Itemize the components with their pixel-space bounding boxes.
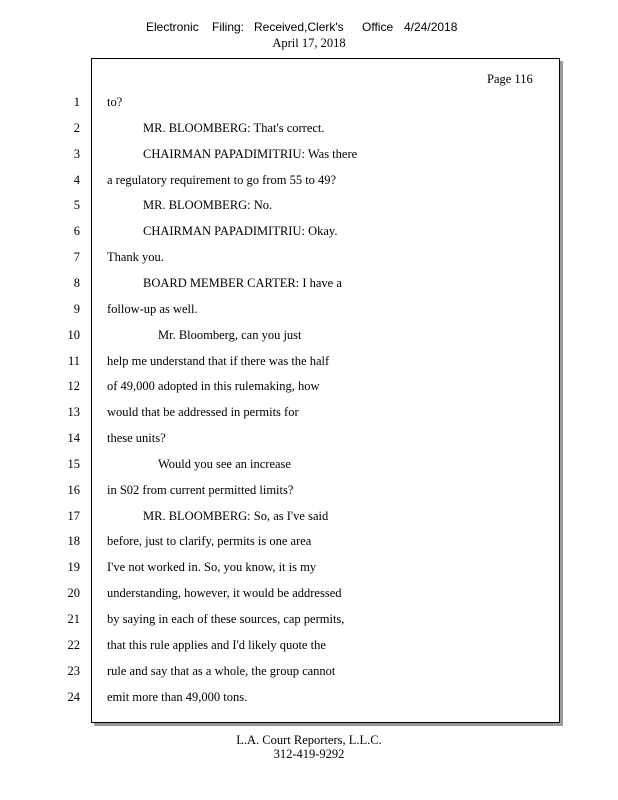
- transcript-line: help me understand that if there was the half: [107, 353, 330, 368]
- line-number: 1: [73, 95, 80, 109]
- hearing-date: April 17, 2018: [272, 36, 346, 50]
- transcript-line: CHAIRMAN PAPADIMITRIU: Okay.: [143, 224, 338, 239]
- line-number: 3: [73, 146, 80, 161]
- transcript-line: understanding, however, it would be addressed: [107, 586, 342, 601]
- transcript-line: MR. BLOOMBERG: No.: [143, 198, 273, 213]
- line-number: 17: [67, 508, 80, 523]
- transcript-line: MR. BLOOMBERG: So, as I've said: [143, 508, 329, 523]
- transcript-line: Would you see an increase: [158, 456, 291, 471]
- transcript-line: CHAIRMAN PAPADIMITRIU: Was there: [143, 146, 358, 161]
- line-number: 8: [73, 275, 80, 290]
- transcript-line: would that be addressed in permits for: [107, 405, 299, 420]
- line-number: 9: [73, 301, 80, 316]
- transcript-line: in S02 from current permitted limits?: [107, 482, 294, 497]
- court-reporter-phone: 312-419-9292: [273, 747, 345, 761]
- line-number: 13: [67, 405, 80, 420]
- filing-stamp-electronic: Electronic: [146, 20, 199, 34]
- transcript-line: Mr. Bloomberg, can you just: [158, 327, 302, 342]
- filing-stamp: [0, 20, 618, 36]
- transcript-line: Thank you.: [107, 250, 164, 265]
- transcript-line: to?: [107, 95, 123, 109]
- line-number: 24: [67, 689, 80, 704]
- transcript-line: MR. BLOOMBERG: That's correct.: [143, 120, 325, 135]
- transcript-line: BOARD MEMBER CARTER: I have a: [143, 275, 342, 290]
- transcript-line: of 49,000 adopted in this rulemaking, how: [107, 379, 320, 394]
- filing-stamp-date: 4/24/2018: [404, 20, 458, 34]
- line-number: 22: [67, 637, 80, 652]
- court-reporter-name: L.A. Court Reporters, L.L.C.: [236, 733, 382, 747]
- line-number: 15: [67, 456, 80, 471]
- transcript-line: I've not worked in. So, you know, it is my: [107, 560, 317, 575]
- filing-stamp-filing: Filing:: [212, 20, 245, 34]
- transcript-line: that this rule applies and I'd likely quote the: [107, 637, 326, 652]
- line-number: 4: [73, 172, 80, 187]
- line-number: 12: [67, 379, 80, 394]
- line-number: 23: [67, 663, 80, 678]
- line-number: 7: [73, 250, 80, 265]
- transcript-line: a regulatory requirement to go from 55 to 49?: [107, 172, 337, 187]
- line-number: 10: [67, 327, 80, 342]
- line-number: 16: [67, 482, 80, 497]
- filing-stamp-received: Received,Clerk's: [254, 20, 344, 34]
- transcript-line: these units?: [107, 431, 166, 446]
- transcript-line: rule and say that as a whole, the group cannot: [107, 663, 336, 678]
- line-number: 6: [73, 224, 80, 239]
- line-number: 2: [73, 120, 80, 135]
- line-number: 21: [67, 612, 80, 626]
- transcript-line: follow-up as well.: [107, 301, 198, 316]
- line-number: 19: [67, 560, 80, 575]
- line-number: 14: [67, 431, 80, 446]
- line-number: 20: [67, 586, 80, 601]
- filing-stamp-office: Office: [362, 20, 394, 34]
- line-number: 5: [73, 198, 80, 213]
- page-number: Page 116: [487, 72, 533, 86]
- transcript-line: before, just to clarify, permits is one area: [107, 534, 312, 549]
- transcript-line: emit more than 49,000 tons.: [107, 689, 248, 704]
- line-number: 18: [67, 534, 80, 549]
- line-number: 11: [67, 353, 80, 368]
- transcript-line: by saying in each of these sources, cap permits,: [107, 612, 345, 626]
